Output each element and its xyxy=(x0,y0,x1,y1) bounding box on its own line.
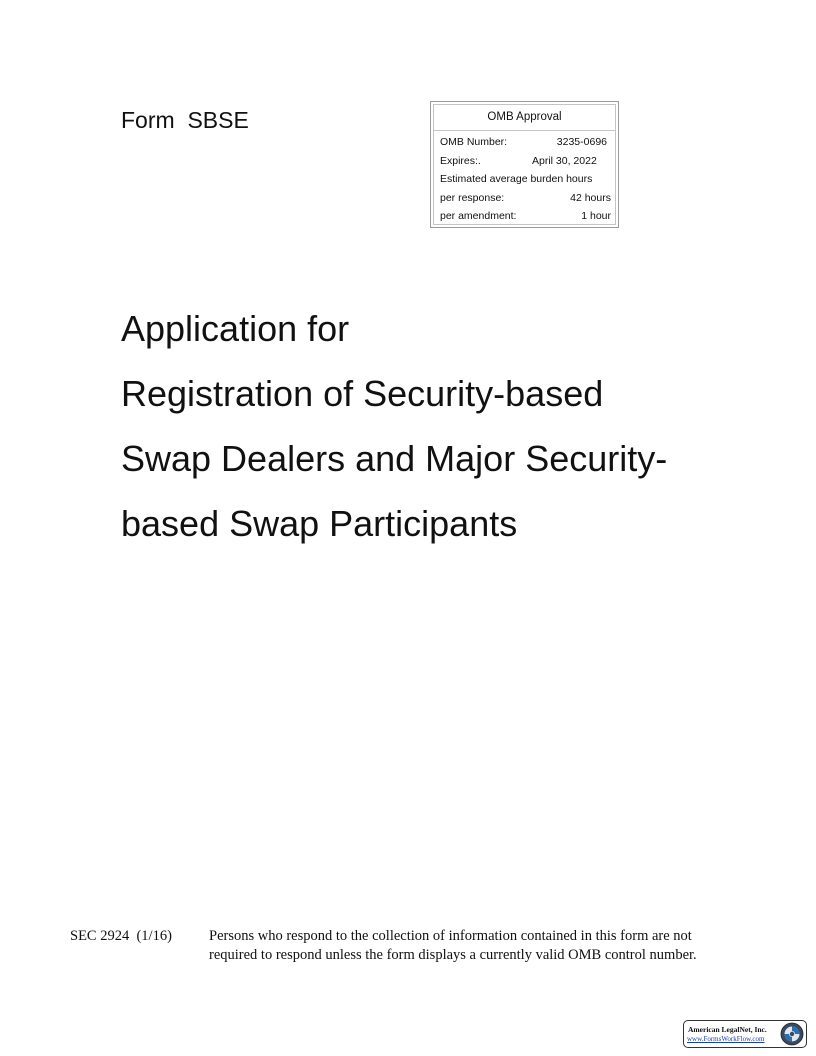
notice-line: required to respond unless the form displays a currently valid OMB control number. xyxy=(209,947,697,963)
omb-burden-label: Estimated average burden hours xyxy=(440,173,593,185)
omb-approval-inner xyxy=(433,104,616,225)
notice-line: Persons who respond to the collection of information contained in this form are not xyxy=(209,928,692,944)
omb-number-label: OMB Number: xyxy=(440,136,508,148)
omb-per-amendment-label: per amendment: xyxy=(440,210,517,222)
stamp-company-name: American LegalNet, Inc. xyxy=(688,1025,767,1034)
omb-expires-value: April 30, 2022 xyxy=(532,154,597,167)
omb-per-response-row xyxy=(434,189,615,208)
omb-notice xyxy=(209,927,769,965)
omb-approval-header: OMB Approval xyxy=(434,105,615,131)
omb-expires-row xyxy=(434,152,615,171)
omb-per-amendment-row xyxy=(434,207,615,226)
omb-per-response-value: 42 hours xyxy=(570,191,611,204)
document-title xyxy=(121,296,741,556)
omb-per-response-label: per response: xyxy=(440,191,505,204)
sec-form-code: SEC 2924 (1/16) xyxy=(70,928,172,944)
title-line: Application for xyxy=(121,308,350,349)
omb-number-value: 3235-0696 xyxy=(556,136,607,148)
omb-burden-row xyxy=(434,170,615,189)
globe-logo-icon xyxy=(780,1022,804,1046)
omb-number-row xyxy=(434,133,615,152)
title-line: Swap Dealers and Major Security- xyxy=(121,438,668,479)
omb-per-amendment-value: 1 hour xyxy=(581,210,611,222)
omb-approval-box xyxy=(430,101,619,228)
legalnet-stamp[interactable] xyxy=(683,1020,807,1048)
stamp-url-link[interactable]: www.FormsWorkFlow.com xyxy=(687,1035,765,1043)
title-line: based Swap Participants xyxy=(121,503,518,544)
omb-expires-label: Expires:. xyxy=(440,154,481,167)
title-line: Registration of Security-based xyxy=(121,373,604,414)
form-name: Form SBSE xyxy=(121,107,249,133)
